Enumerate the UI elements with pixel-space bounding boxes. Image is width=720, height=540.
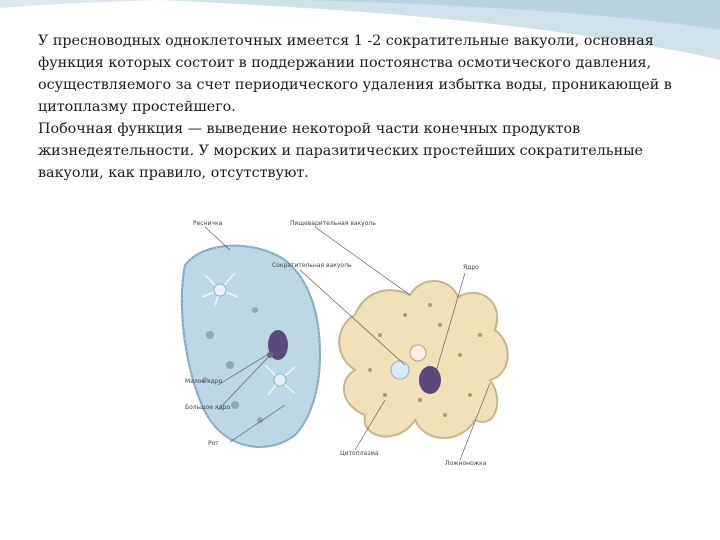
label-food-vacuole: Пищеварительная вакуоль <box>290 220 376 227</box>
label-pseudopod: Ложноножка <box>445 460 487 467</box>
protozoa-diagram <box>160 205 560 475</box>
label-cilia: Ресничка <box>193 220 223 227</box>
food-vacuole <box>410 345 426 361</box>
paramecium <box>182 246 320 447</box>
label-cytoplasm: Цитоплазма <box>340 450 379 457</box>
protozoa-illustration <box>160 205 560 475</box>
label-contractile-vacuole: Сократительная вакуоль <box>272 262 352 269</box>
label-mouth: Рот <box>208 440 219 447</box>
amoeba <box>339 281 508 438</box>
label-nucleus: Ядро <box>463 264 479 271</box>
paragraph-1: У пресноводных одноклеточных имеется 1 -2 сократительные вакуоли, основная функция которых состоит в поддержании постоянства осмотического давления, осуществляемого за счет периодического удаления избытка воды, проникающей в цитоплазму простейшего. <box>38 33 672 115</box>
label-large-nucleus: Большое ядро <box>185 404 231 411</box>
amoeba-nucleus <box>419 366 441 394</box>
slide-text <box>38 30 698 184</box>
contractile-vacuole <box>391 361 409 379</box>
label-small-nucleus: Малое ядро <box>185 378 223 385</box>
paragraph-2: Побочная функция — выведение некоторой части конечных продуктов жизнедеятельности. У морских и паразитических простейших сократительные вакуоли, как правило, отсутствуют. <box>38 121 643 181</box>
